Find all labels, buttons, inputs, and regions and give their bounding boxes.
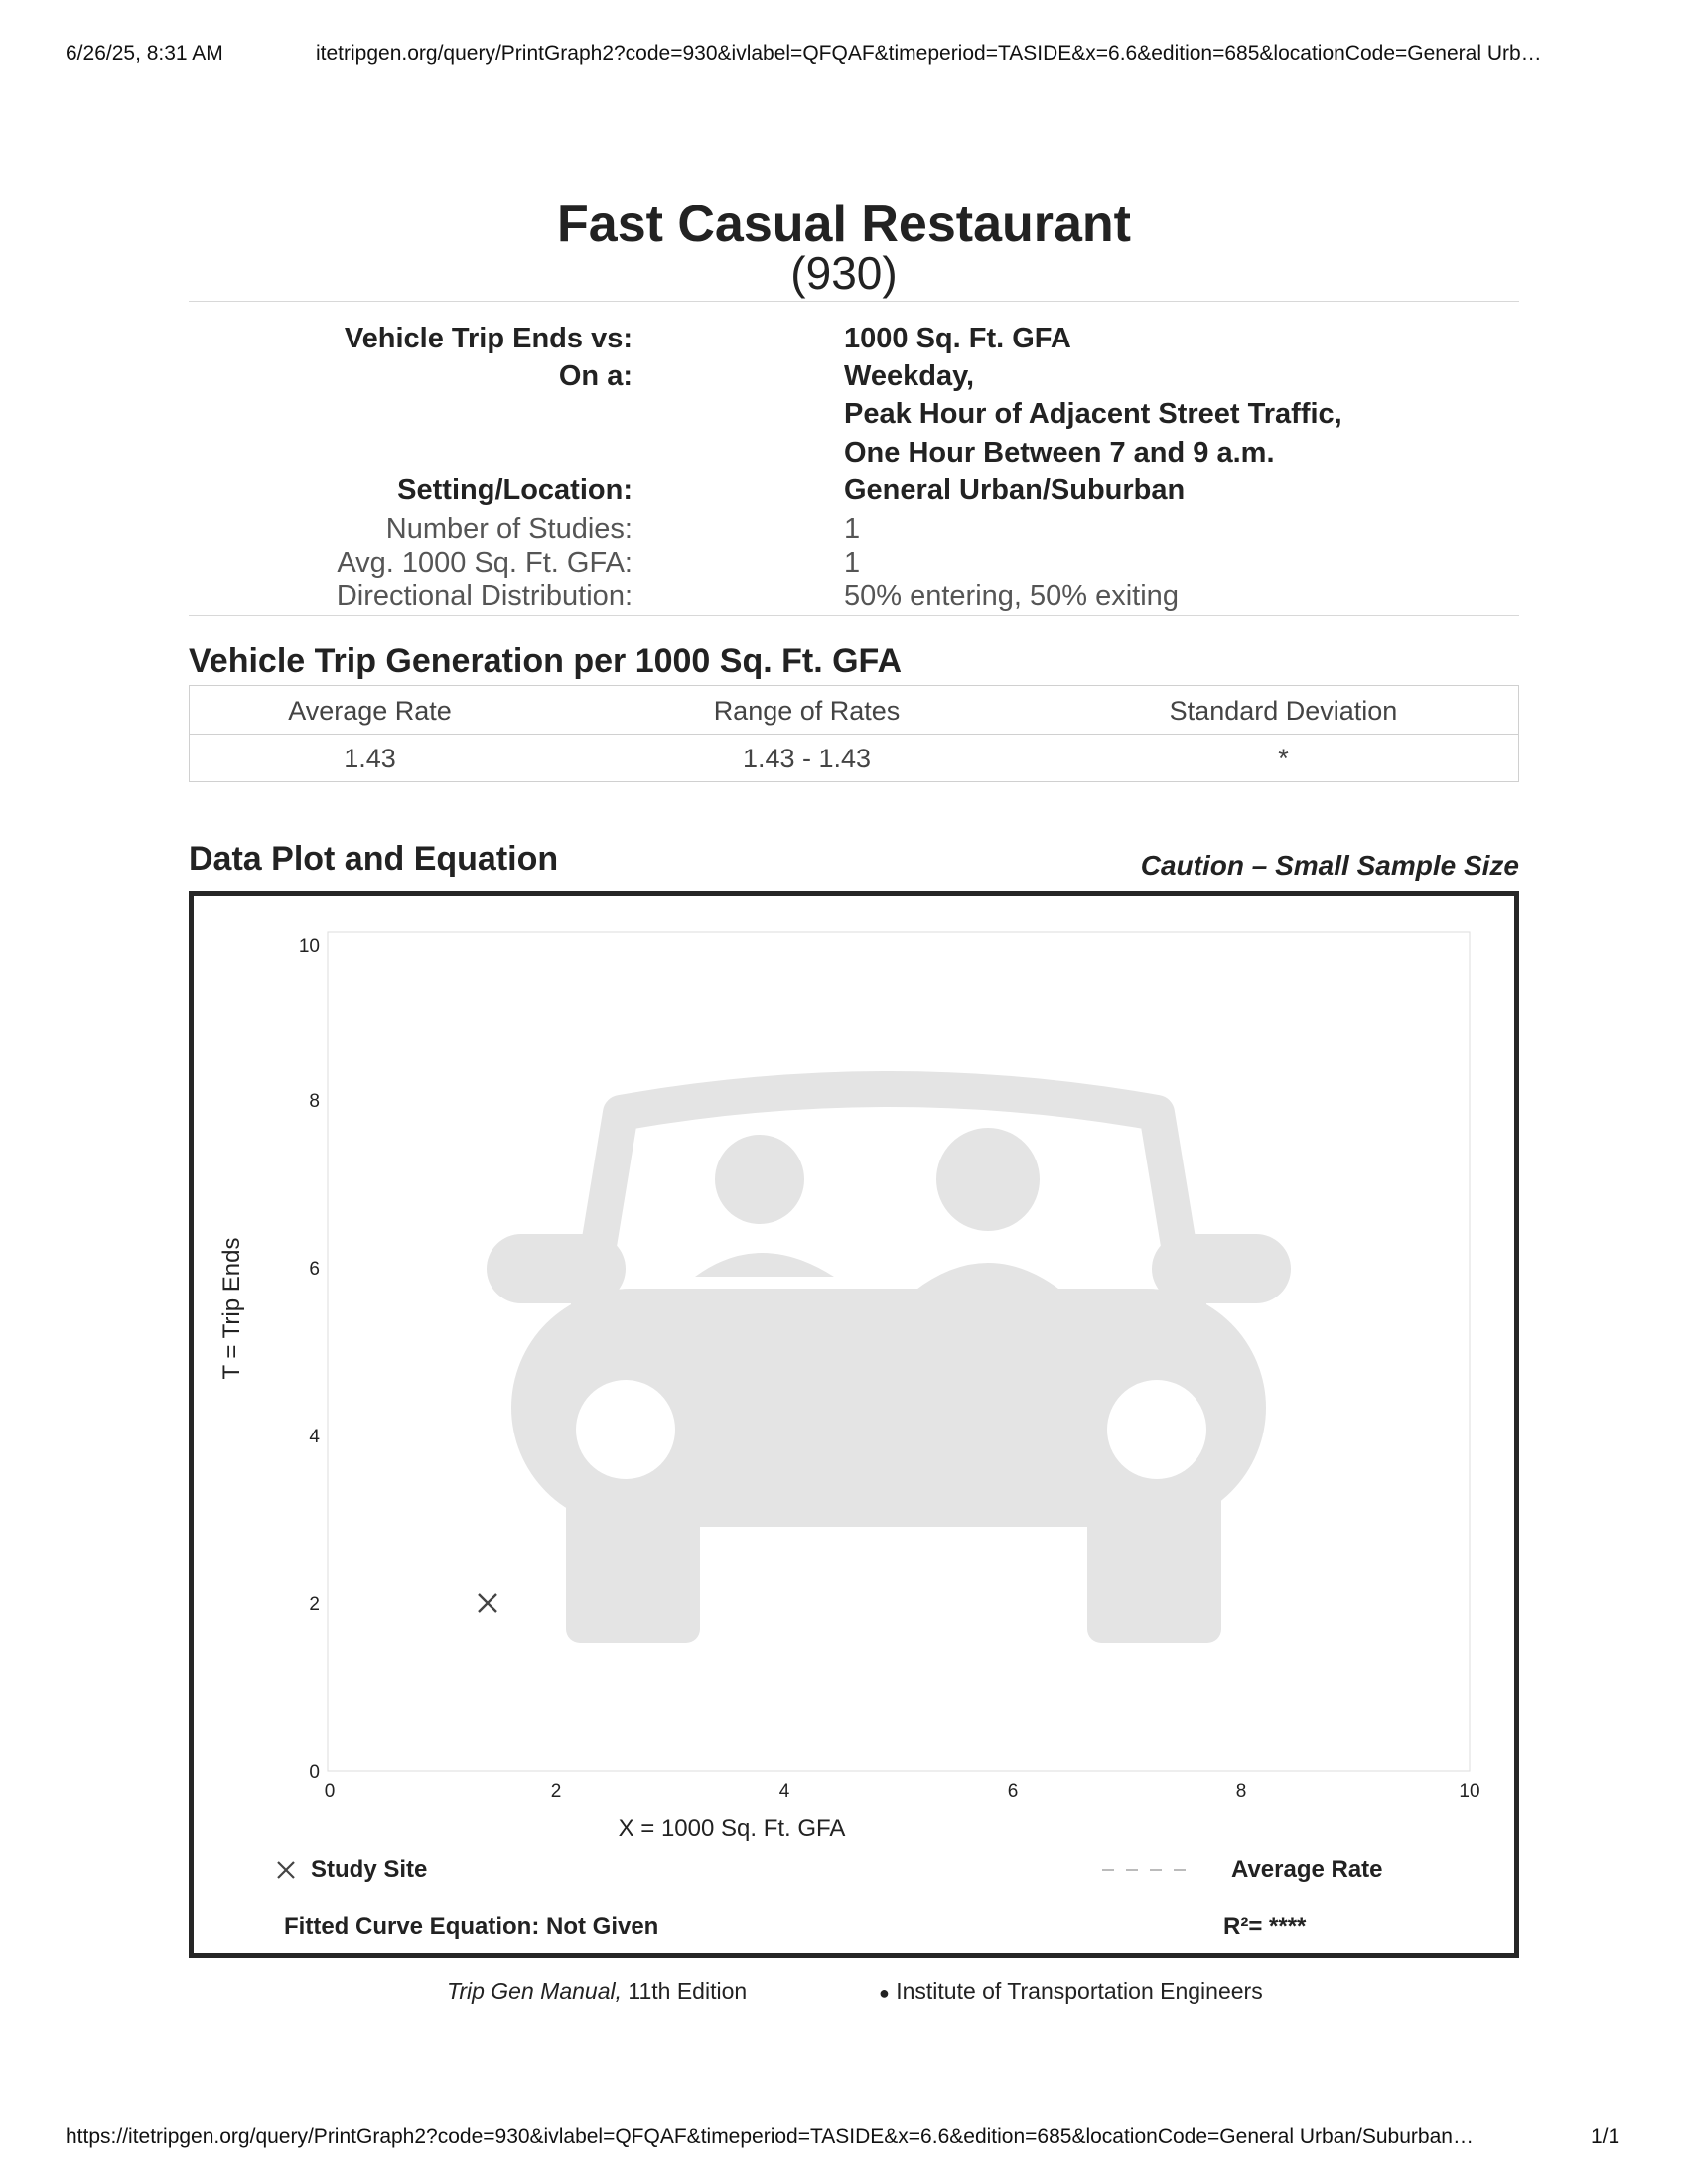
meta-row-on-3 [189,437,1519,475]
y-axis-label: T = Trip Ends [218,1237,245,1380]
y-tick-label: 4 [309,1427,320,1447]
data-points [479,1594,496,1612]
divider [189,301,1519,302]
meta-setting-value: General Urban/Suburban [844,475,1186,506]
rates-value-range: 1.43 - 1.43 [742,744,872,773]
y-tick-label: 10 [298,936,320,957]
manual-name: Trip Gen Manual, [447,1979,622,2004]
x-axis-label: X = 1000 Sq. Ft. GFA [618,1815,846,1842]
print-page-count: 1/1 [1591,2125,1620,2148]
meta-avg-value: 1 [844,547,861,579]
y-tick-label: 2 [309,1594,320,1615]
meta-avg-label: Avg. 1000 Sq. Ft. GFA: [337,547,633,579]
r-squared: R²= **** [1223,1913,1307,1940]
x-tick-label: 4 [778,1781,790,1802]
land-use-code: (930) [790,247,898,299]
meta-studies-value: 1 [844,513,861,545]
meta-on-value-2: Peak Hour of Adjacent Street Traffic, [844,398,1342,430]
rates-value-stddev: * [1278,744,1289,773]
print-footer-url: https://itetripgen.org/query/PrintGraph2?code=930&ivlabel=QFQAF&timeperiod=TASIDE&x=6.6&edition=685&locationCode=General Urban/Suburban… [66,2125,1474,2148]
meta-row-on-2 [189,398,1519,436]
bullet-icon: ● [878,1983,890,2003]
rates-table [189,685,1519,782]
rates-section-title: Vehicle Trip Generation per 1000 Sq. Ft. GFA [189,642,903,680]
rates-header-row [190,686,1518,735]
rates-value-row [190,734,1518,781]
meta-row-vs [189,323,1519,360]
caution-note: Caution – Small Sample Size [1140,850,1519,881]
page-title: Fast Casual Restaurant [557,196,1131,253]
rates-value-average: 1.43 [344,744,396,773]
x-tick-label: 6 [1007,1781,1019,1802]
meta-row-studies [189,513,1519,551]
rates-header-stddev: Standard Deviation [1169,696,1398,726]
x-tick-label: 2 [550,1781,562,1802]
study-site-point [479,1594,496,1612]
meta-on-value-1: Weekday, [844,360,975,392]
print-header-url: itetripgen.org/query/PrintGraph2?code=930&ivlabel=QFQAF&timeperiod=TASIDE&x=6.6&edition=685&locationCode=General Urb… [316,42,1542,65]
print-timestamp: 6/26/25, 8:31 AM [66,42,223,65]
plot-frame [189,891,1519,1958]
y-tick-label: 0 [309,1762,320,1783]
meta-vs-label: Vehicle Trip Ends vs: [344,323,633,354]
meta-row-setting [189,475,1519,512]
manual-edition: 11th Edition [621,1979,748,2004]
x-tick-label: 0 [324,1781,336,1802]
meta-dir-label: Directional Distribution: [336,580,633,612]
organization-name: Institute of Transportation Engineers [896,1979,1263,2004]
x-tick-label: 8 [1235,1781,1247,1802]
legend-study-site-marker [278,1862,294,1878]
x-tick-label: 10 [1459,1781,1480,1802]
footer-source [447,1979,1263,2005]
meta-on-label: On a: [558,360,633,392]
scatter-chart [194,896,1514,1953]
meta-studies-label: Number of Studies: [385,513,633,545]
meta-vs-value: 1000 Sq. Ft. GFA [844,323,1071,354]
divider [189,615,1519,616]
legend-average-rate-label: Average Rate [1231,1856,1383,1883]
meta-dir-value: 50% entering, 50% exiting [844,580,1179,612]
meta-on-value-3: One Hour Between 7 and 9 a.m. [844,437,1275,469]
y-tick-label: 8 [309,1091,320,1112]
meta-setting-label: Setting/Location: [397,475,633,506]
rates-header-average: Average Rate [288,696,452,726]
meta-row-on [189,360,1519,398]
plot-section-title: Data Plot and Equation [189,840,559,878]
meta-row-dir [189,580,1519,617]
fitted-curve-equation: Fitted Curve Equation: Not Given [284,1913,659,1940]
y-tick-label: 6 [309,1259,320,1280]
rates-header-range: Range of Rates [713,696,901,726]
car-icon [487,1089,1291,1643]
legend-study-site-label: Study Site [311,1856,428,1883]
